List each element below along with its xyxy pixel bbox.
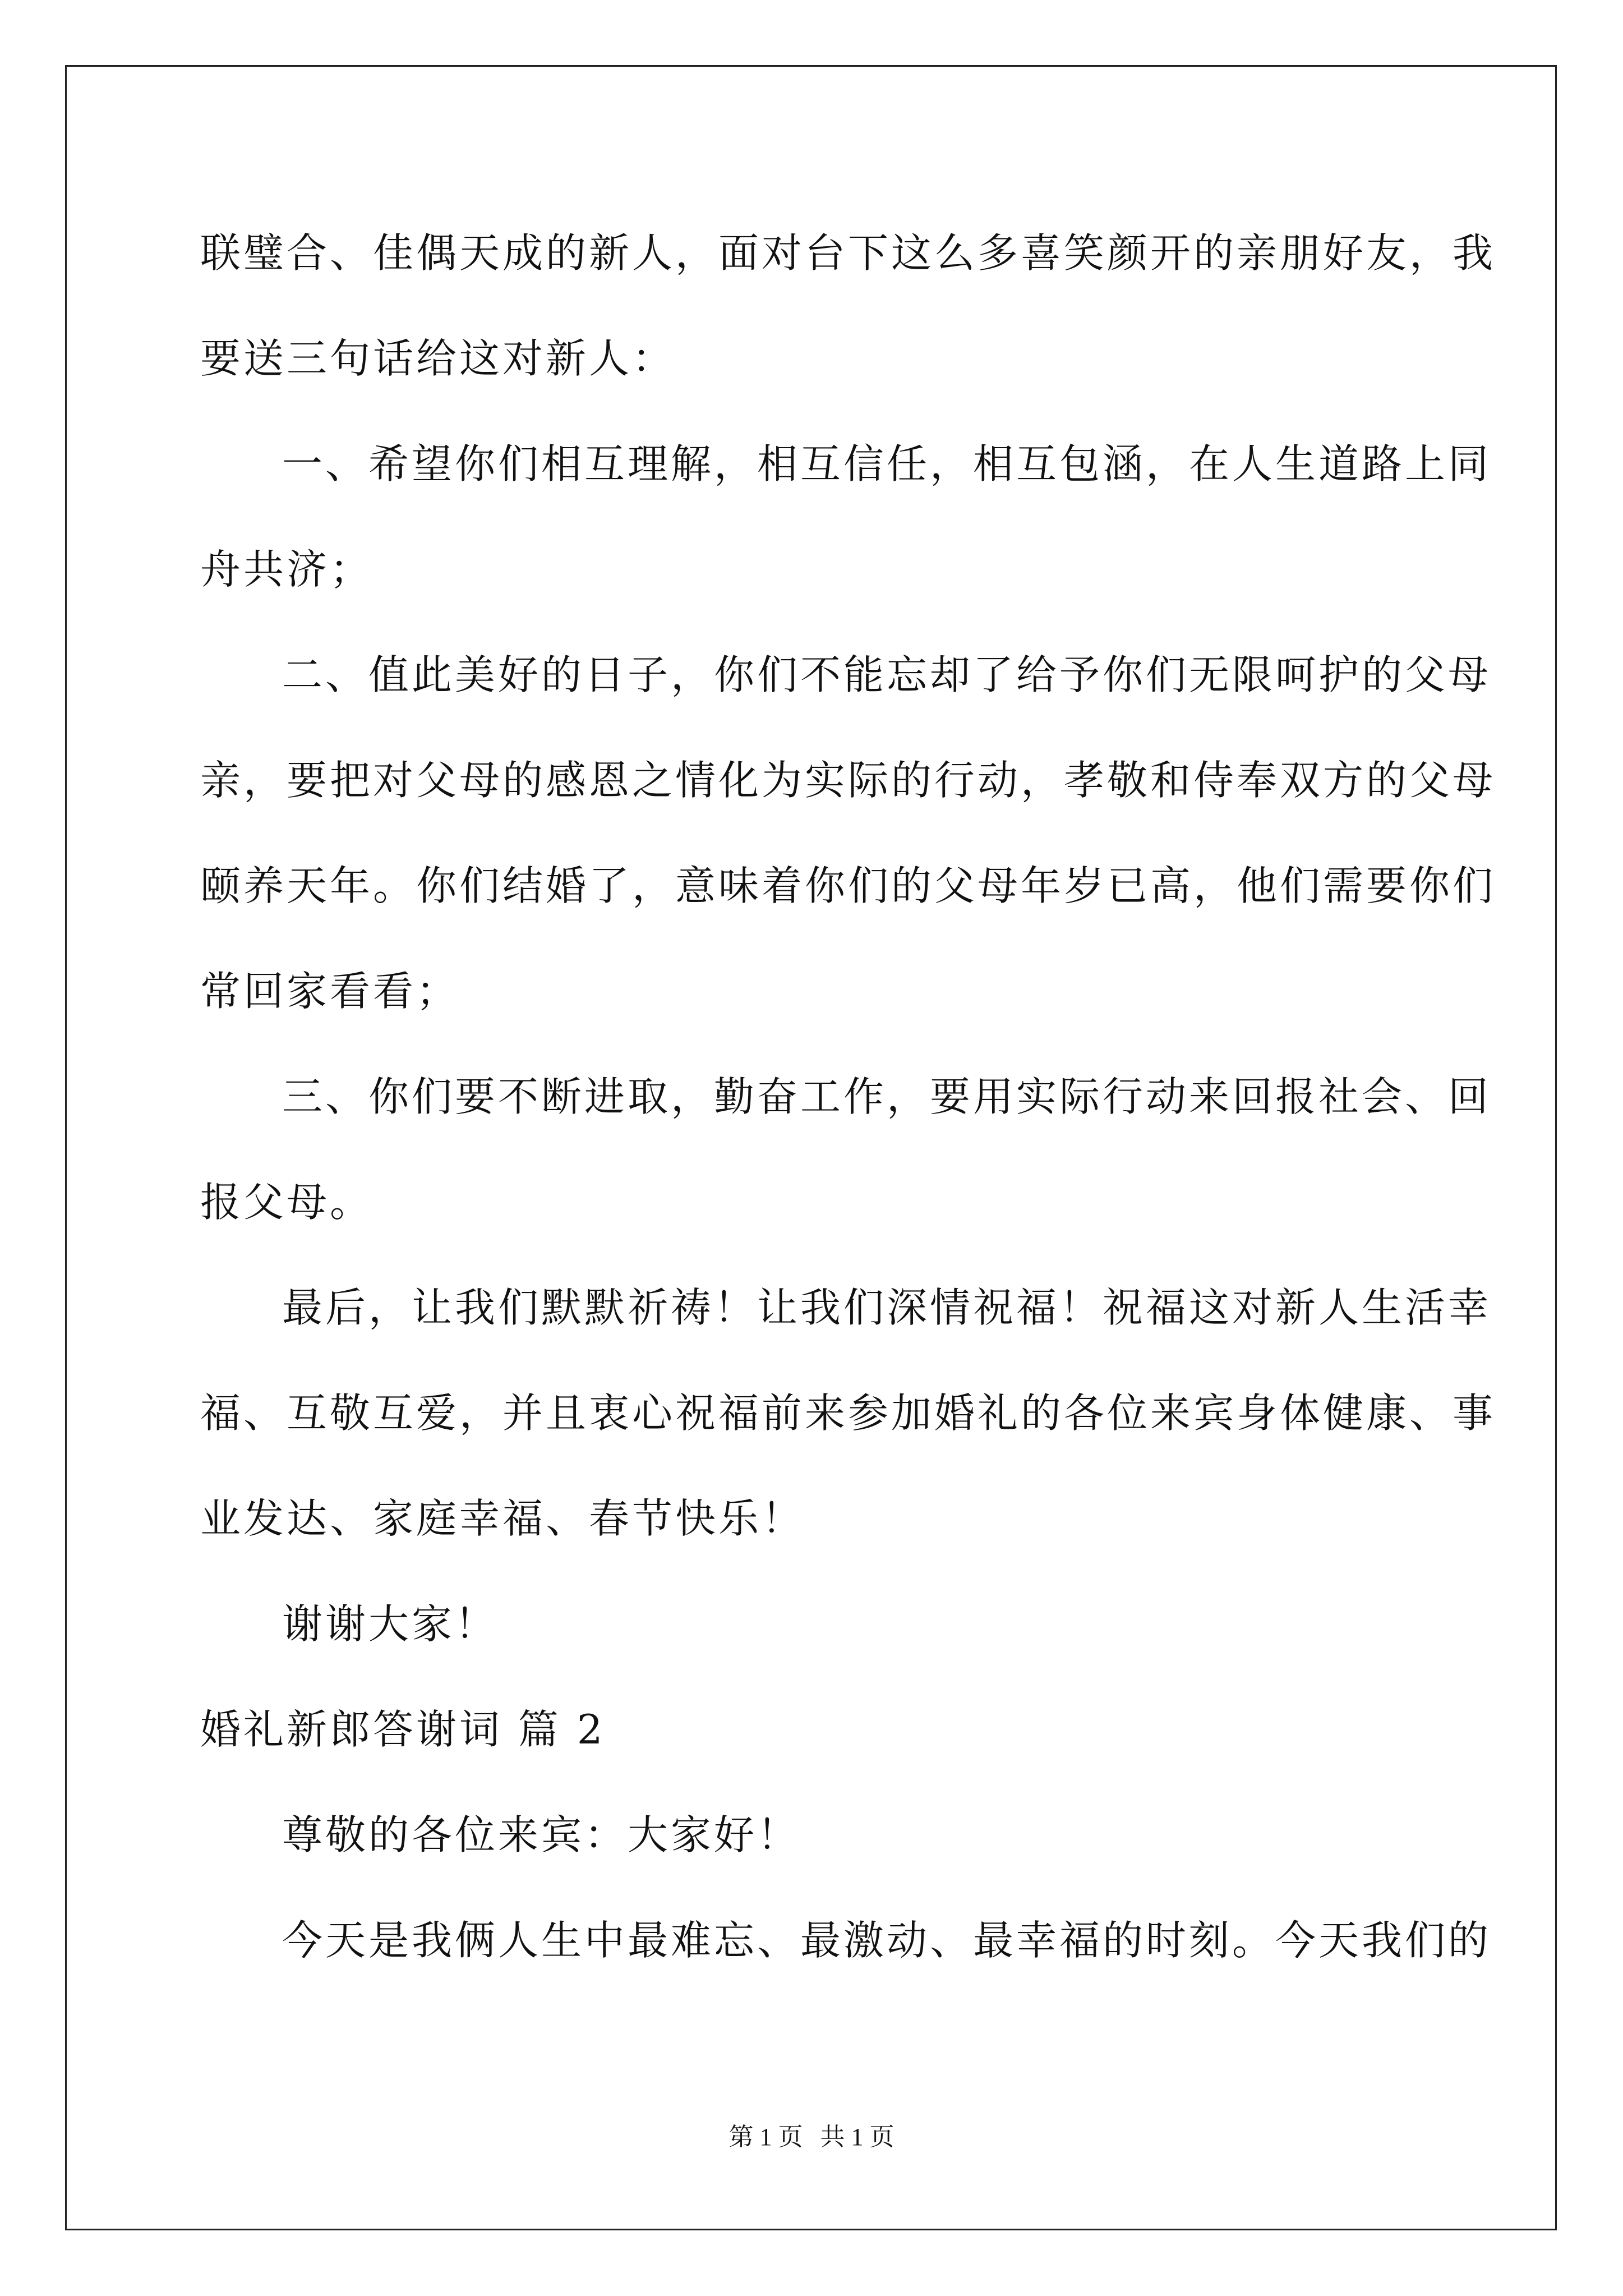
paragraph-line: 舟共济； (200, 546, 374, 593)
paragraph-line: 谢谢大家！ (282, 1600, 499, 1648)
paragraph-line: 联璧合、佳偶天成的新人，面对台下这么多喜笑颜开的亲朋好友，我 (200, 229, 1496, 277)
paragraph-line: 三、你们要不断进取，勤奋工作，要用实际行动来回报社会、回 (282, 1073, 1492, 1120)
paragraph-line: 福、互敬互爱，并且衷心祝福前来参加婚礼的各位来宾身体健康、事 (200, 1389, 1496, 1437)
paragraph-line: 常回家看看； (200, 968, 460, 1015)
paragraph-line: 今天是我俩人生中最难忘、最激动、最幸福的时刻。今天我们的 (282, 1917, 1492, 1964)
paragraph-line: 一、希望你们相互理解，相互信任，相互包涵，在人生道路上同 (282, 440, 1492, 487)
paragraph-line: 亲，要把对父母的感恩之情化为实际的行动，孝敬和侍奉双方的父母 (200, 757, 1496, 804)
paragraph-line: 尊敬的各位来宾：大家好！ (282, 1811, 801, 1858)
paragraph-line: 报父母。 (200, 1179, 374, 1226)
paragraph-line: 颐养天年。你们结婚了，意味着你们的父母年岁已高，他们需要你们 (200, 862, 1496, 909)
paragraph-line: 要送三句话给这对新人： (200, 335, 676, 382)
paragraph-line: 业发达、家庭幸福、春节快乐！ (200, 1495, 805, 1542)
section-heading: 婚礼新郎答谢词 篇 2 (200, 1706, 606, 1753)
paragraph-line: 最后，让我们默默祈祷！让我们深情祝福！祝福这对新人生活幸 (282, 1284, 1492, 1331)
paragraph-line: 二、值此美好的日子，你们不能忘却了给予你们无限呵护的父母 (282, 651, 1492, 698)
page-number: 第 1 页 (728, 2123, 803, 2151)
page-total: 共 1 页 (820, 2123, 895, 2151)
page-footer (0, 2120, 1623, 2154)
document-body (200, 211, 1496, 2004)
